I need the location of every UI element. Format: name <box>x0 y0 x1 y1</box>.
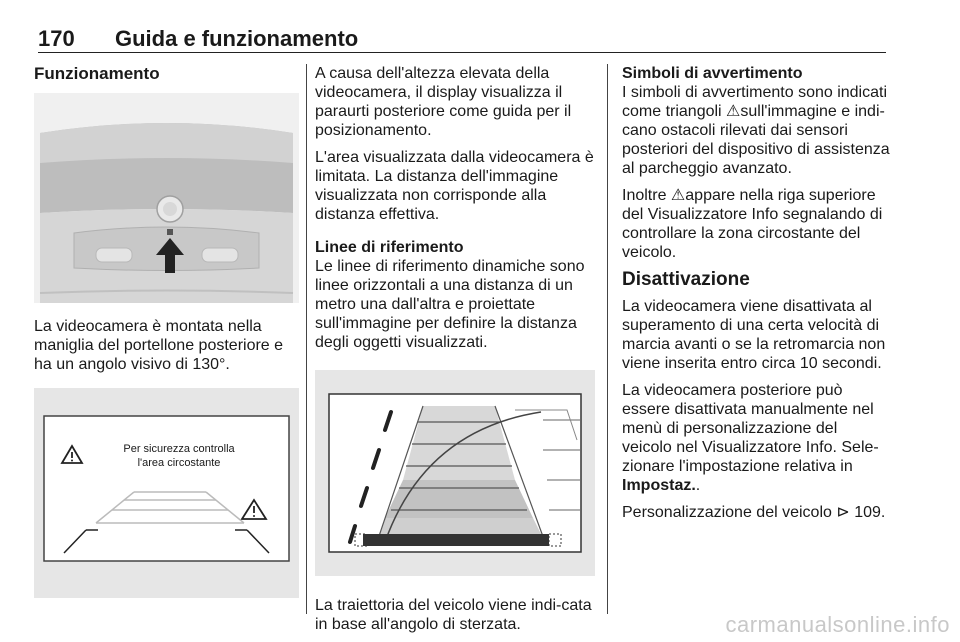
page-reference-link[interactable]: 109. <box>854 504 886 521</box>
tailgate-drawing <box>34 93 299 303</box>
para-deactivation-manual: La videocamera posteriore può essere disattivata manualmente nel menù di personalizzazione del veicolo nel Visualizzatore Info. Sele-zionare l'impostazione relativa in Impostaz.. <box>622 382 879 494</box>
column-right <box>622 64 890 530</box>
tailgate-camera-illustration <box>34 93 299 303</box>
watermark: carmanualsonline.info <box>725 612 950 637</box>
para-warning-top-row: Inoltre ⚠appare nella riga superiore del Visualizzatore Info segnalando di controllare la zona circostante del veicolo. <box>622 187 883 261</box>
section-title-funzionamento: Funzionamento <box>34 64 160 83</box>
camera-display-drawing <box>34 388 299 598</box>
para-camera-mount: La videocamera è montata nella maniglia del portellone posteriore e ha un angolo visivo di 130°. <box>34 318 284 373</box>
para-warning-symbols: I simboli di avvertimento sono indicati come triangoli ⚠sull'immagine e indi-cano ostacoli rilevati dai sensori posteriori del dispositivo di assistenza al parcheggio avanzato. <box>622 84 890 177</box>
chapter-title: Guida e funzionamento <box>115 26 359 51</box>
screen-warning-line2: l'area circostante <box>137 457 221 469</box>
warning-triangle-icon: ⚠ <box>670 187 686 204</box>
reference-lines-illustration <box>315 370 595 576</box>
subsection-title-reference-lines: Linee di riferimento <box>315 239 464 256</box>
screen-warning-line1: Per sicurezza controlla <box>123 443 235 455</box>
column-middle <box>315 64 595 642</box>
warning-triangle-icon: ⚠ <box>726 103 741 120</box>
para-camera-height: A causa dell'altezza elevata della videocamera, il display visualizza il paraurti posteriore come guida per il posizionamento. <box>315 65 572 139</box>
column-divider <box>607 64 608 614</box>
page-number: 170 <box>38 26 75 51</box>
para-trajectory: La traiettoria del veicolo viene indi-cata in base all'angolo di sterzata. <box>315 597 592 633</box>
para-deactivation-speed: La videocamera viene disattivata al superamento di una certa velocità di marcia avanti o se la retromarcia non viene inserita entro circa 10 secondi. <box>622 298 886 372</box>
column-left <box>34 64 299 598</box>
page-header <box>38 26 886 53</box>
section-title-disattivazione: Disattivazione <box>622 269 750 290</box>
column-divider <box>306 64 307 614</box>
rear-bumper-line <box>363 534 549 546</box>
subsection-title-warning-symbols: Simboli di avvertimento <box>622 65 803 82</box>
page-reference-arrow-icon: ⊳ <box>836 504 850 521</box>
camera-display-illustration <box>34 388 299 598</box>
reference-lines-drawing <box>315 370 595 576</box>
settings-menu-name: Impostaz. <box>622 477 696 494</box>
para-visible-area: L'area visualizzata dalla videocamera è limitata. La distanza dell'immagine visualizzata non corrisponde alla distanza effettiva. <box>315 149 594 223</box>
para-page-reference: Personalizzazione del veicolo ⊳ 109. <box>622 504 886 521</box>
para-reference-lines: Le linee di riferimento dinamiche sono linee orizzontali a una distanza di un metro una dall'altra e proiettate sull'immagine per definire la distanza degli oggetti visualizzati. <box>315 258 585 351</box>
